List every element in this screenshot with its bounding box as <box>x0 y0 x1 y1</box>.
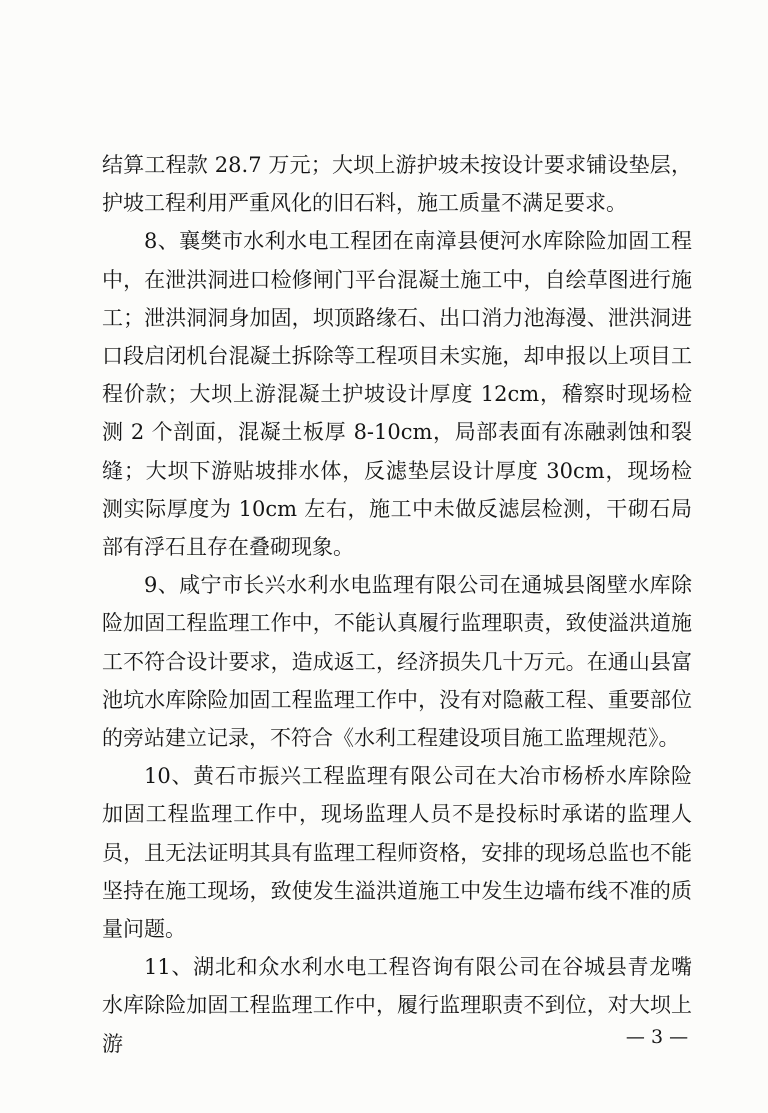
page-number: — 3 — <box>625 1026 689 1048</box>
body-text <box>102 146 692 1063</box>
paragraph-item-8: 8、襄樊市水利水电工程团在南漳县便河水库除险加固工程中，在泄洪洞进口检修闸门平台混凝土施工中，自绘草图进行施工；泄洪洞洞身加固，坝顶路缘石、出口消力池海漫、泄洪洞进口段启闭机台混凝土拆除等工程项目未实施，却申报以上项目工程价款；大坝上游混凝土护坡设计厚度 12cm，稽察时现场检测 2 个剖面，混凝土板厚 8-10cm，局部表面有冻融剥蚀和裂缝；大坝下游贴坡排水体，反滤垫层设计厚度 30cm，现场检测实际厚度为 10cm 左右，施工中未做反滤层检测，干砌石局部有浮石且存在叠砌现象。 <box>102 229 692 560</box>
paragraph-item-11: 11、湖北和众水利水电工程咨询有限公司在谷城县青龙嘴水库除险加固工程监理工作中，履行监理职责不到位，对大坝上游 <box>102 955 692 1056</box>
paragraph-continuation: 结算工程款 28.7 万元；大坝上游护坡未按设计要求铺设垫层，护坡工程利用严重风化的旧石料，施工质量不满足要求。 <box>102 153 692 216</box>
paragraph-item-9: 9、咸宁市长兴水利水电监理有限公司在通城县阁壁水库除险加固工程监理工作中，不能认真履行监理职责，致使溢洪道施工不符合设计要求，造成返工，经济损失几十万元。在通山县富池坑水库除险加固工程监理工作中，没有对隐蔽工程、重要部位的旁站建立记录，不符合《水利工程建设项目施工监理规范》。 <box>102 573 692 751</box>
paragraph-item-10: 10、黄石市振兴工程监理有限公司在大冶市杨桥水库除险加固工程监理工作中，现场监理人员不是投标时承诺的监理人员，且无法证明其具有监理工程师资格，安排的现场总监也不能坚持在施工现场，致使发生溢洪道施工中发生边墙布线不准的质量问题。 <box>102 764 692 942</box>
